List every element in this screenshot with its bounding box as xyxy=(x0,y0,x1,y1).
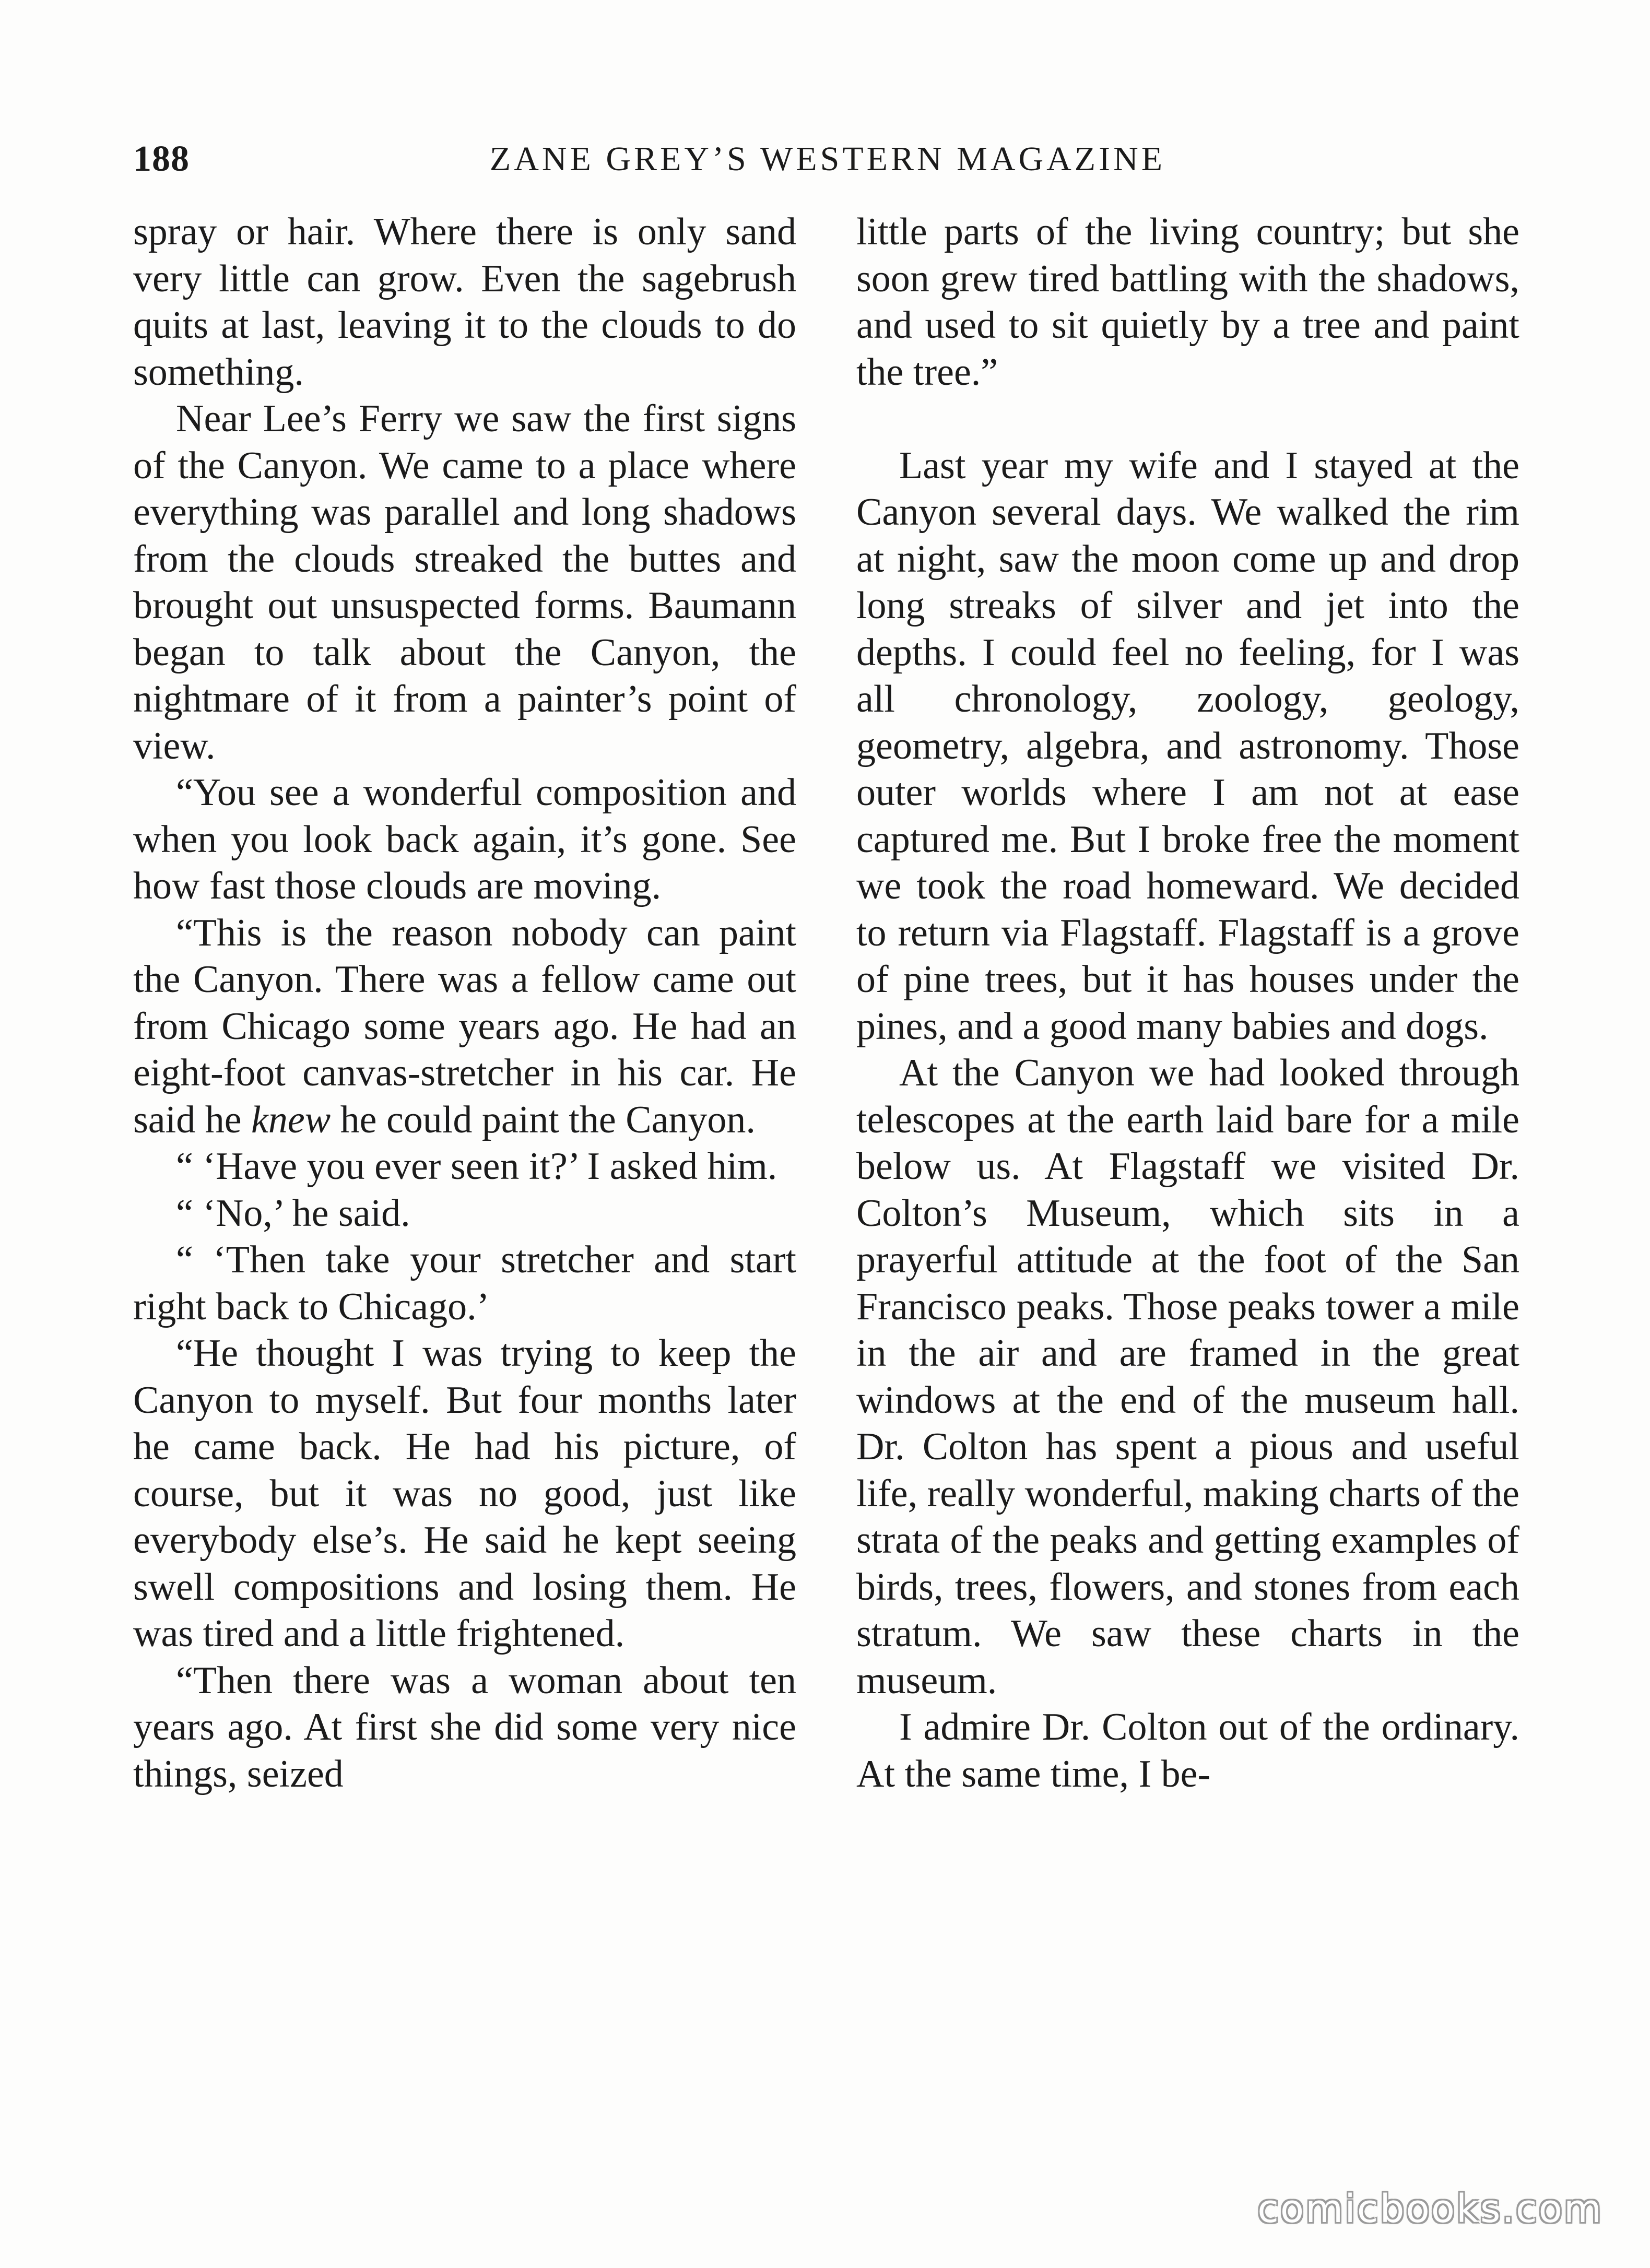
paragraph: Last year my wife and I stayed at the Canyon several days. We walked the rim at night, saw the moon come up and drop long streaks of silver and jet into the depths. I could feel no feeling, for I was all chronology, zoology, geology, geometry, algebra, and astronomy. Those outer worlds where I am not at ease captured me. But I broke free the moment we took the road homeward. We decided to return via Flagstaff. Flagstaff is a grove of pine trees, but it has houses under the pines, and a good many babies and dogs. xyxy=(856,444,1519,1048)
emphasis-word: knew xyxy=(251,1098,331,1141)
paragraph: “He thought I was trying to keep the Canyon to myself. But four months later he came back. He had his picture, of course, but it was no good, just like everybody else’s. He said he kept seeing swell compositions and losing them. He was tired and a little frightened. xyxy=(133,1332,796,1655)
paragraph-text: he could paint the Canyon. xyxy=(331,1098,756,1141)
paragraph-with-emphasis xyxy=(133,910,796,1144)
paragraph: “Then there was a woman about ten years ago. At first she did some very nice things, seized xyxy=(133,1659,796,1796)
running-head: ZANE GREY’S WESTERN MAGAZINE xyxy=(489,140,1166,178)
paragraph: spray or hair. Where there is only sand very little can grow. Even the sagebrush quits at last, leaving it to the clouds to do something. xyxy=(133,210,796,394)
paragraph-text: “This is the reason nobody can paint the Canyon. There was a fellow came out from Chicago some years ago. He had an eight-foot canvas-stretcher in his car. xyxy=(133,911,796,1094)
page-number: 188 xyxy=(133,139,190,179)
watermark: comicbooks.com xyxy=(1257,2187,1603,2231)
paragraph-text: He said he xyxy=(133,1052,797,1141)
left-column xyxy=(133,209,796,1798)
page-header xyxy=(133,131,1522,188)
paragraph: “ ‘No,’ he said. xyxy=(176,1191,410,1235)
paragraph: At the Canyon we had looked through telescopes at the earth laid bare for a mile below us. At Flagstaff we visited Dr. Colton’s Museum, which sits in a prayerful attitude at the foot of the San Francisco peaks. Those peaks tower a mile in the air and are framed in the great windows at the end of the museum hall. Dr. Colton has spent a pious and useful life, really wonderful, making charts of the strata of the peaks and getting examples of birds, trees, flowers, and stones from each stratum. We saw these charts in the museum. xyxy=(856,1052,1519,1702)
paragraph: “You see a wonderful composition and when you look back again, it’s gone. See how fast those clouds are moving. xyxy=(133,771,796,907)
paragraph: Near Lee’s Ferry we saw the first signs of the Canyon. We came to a place where everything was parallel and long shadows from the clouds streaked the buttes and brought out unsuspected forms. Baumann began to talk about the Canyon, the nightmare of it from a painter’s point of view. xyxy=(133,397,796,767)
paragraph: “ ‘Have you ever seen it?’ I asked him. xyxy=(176,1145,777,1188)
paragraph: “ ‘Then take your stretcher and start right back to Chicago.’ xyxy=(133,1238,796,1328)
paragraph: little parts of the living country; but she soon grew tired battling with the shadows, and used to sit quietly by a tree and paint the tree.” xyxy=(856,210,1519,394)
right-column xyxy=(856,209,1519,1798)
paragraph: I admire Dr. Colton out of the ordinary. At the same time, I be- xyxy=(856,1706,1519,1796)
